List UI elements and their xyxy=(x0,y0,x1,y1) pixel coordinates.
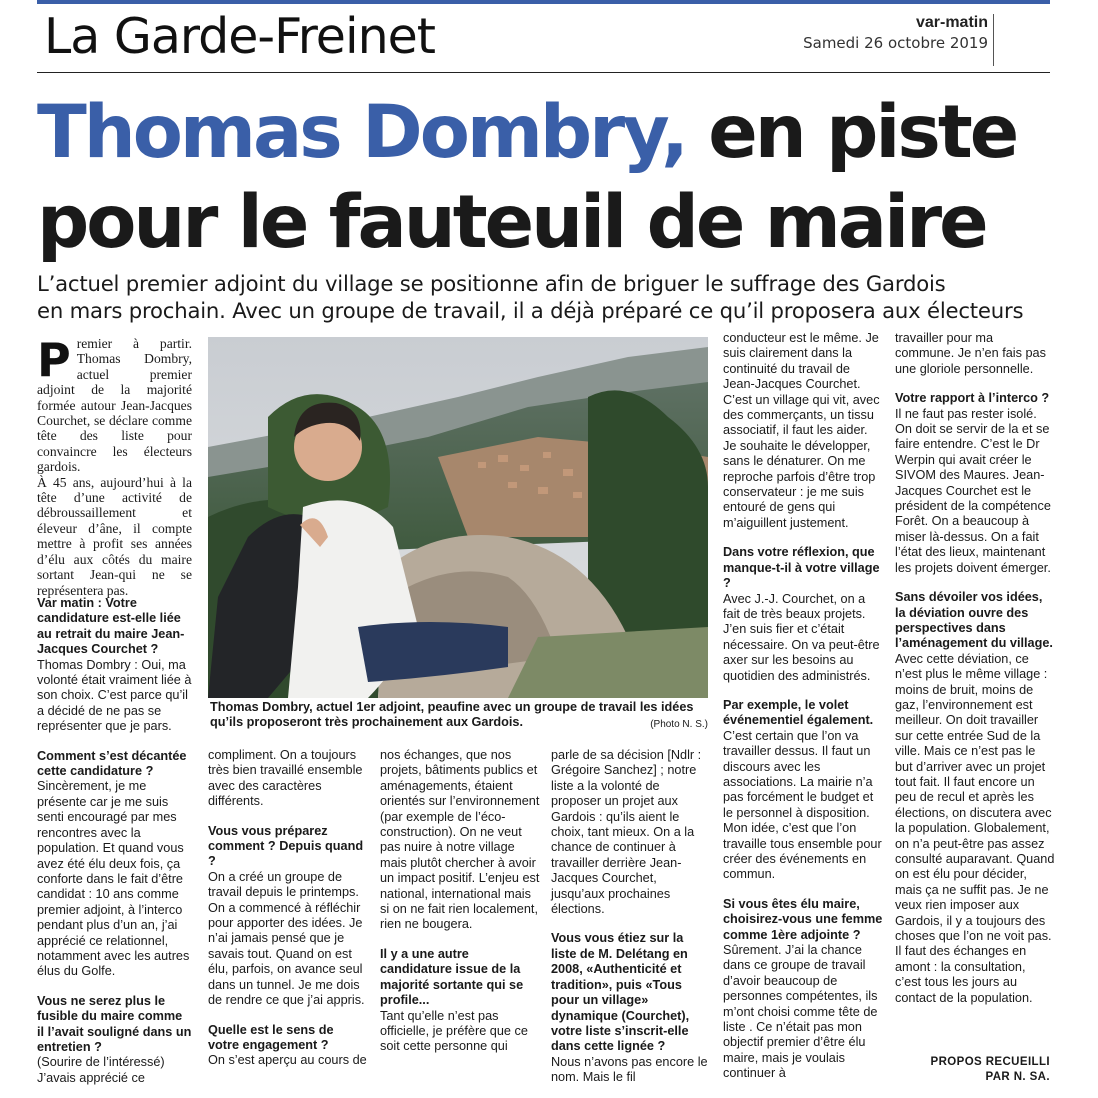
answer: Tant qu’elle n’est pas officielle, je préfère que ce soit cette personne qui xyxy=(380,1008,528,1054)
byline-line1: PROPOS RECUEILLI xyxy=(930,1056,1050,1068)
photo-caption xyxy=(210,700,708,732)
standfirst xyxy=(37,270,1067,324)
section-title: La Garde-Freinet xyxy=(44,8,435,65)
photo-illustration xyxy=(208,337,708,698)
question: Vous vous préparez comment ? Depuis quand ? xyxy=(208,823,364,869)
intro-paragraph xyxy=(37,333,192,598)
byline xyxy=(870,1055,1050,1085)
headline-line2: pour le fauteuil de maire xyxy=(37,180,986,265)
column-3 xyxy=(380,748,540,1093)
column-6 xyxy=(895,331,1055,1053)
answer: Il ne faut pas rester isolé. On doit se servir de la et se faire entendre. C’est le Dr Werpin qui avait créer le SIVOM des Maures. Jean-Jacques Courchet est le président de la compétence Forêt. On a beaucoup à miser là-dessus. On a fait l’état des lieux, maintenant les projets doivent émerger. xyxy=(895,406,1051,575)
byline-line2: PAR N. SA. xyxy=(985,1071,1050,1083)
question: Vous vous étiez sur la liste de M. Delétang en 2008, «Authenticité et tradition», puis «Tous pour un village» dynamique (Courchet), votre liste s’inscrit-elle dans cette lignée ? xyxy=(551,931,690,1054)
answer: Nous n’avons pas encore le nom. Mais le fil xyxy=(551,1054,708,1085)
column-2 xyxy=(208,748,368,1093)
masthead-divider xyxy=(993,14,994,66)
top-rule xyxy=(37,0,1050,4)
standfirst-line2: en mars prochain. Avec un groupe de travail, il a déjà préparé ce qu’il proposera aux électeurs xyxy=(37,298,1024,323)
column-5 xyxy=(723,331,883,1093)
question: Var matin : Votre candidature est-elle liée au retrait du maire Jean-Jacques Courchet ? xyxy=(37,596,185,657)
question: Par exemple, le volet événementiel également. xyxy=(723,697,874,728)
answer: C’est certain que l’on va travailler dessus. Il faut un discours avec les associations. La mairie n’a pas forcément le budget et le personnel à disposition. Mon idée, c’est que l’on travaille tous ensemble pour créer des événements en commun. xyxy=(723,728,882,882)
answer: On a créé un groupe de travail depuis le printemps. On a commencé à réfléchir pour apporter des idées. Je n’ai jamais pensé que je savais tout. Quand on est élu, parfois, on avance seul dans un tunnel. Je me dois de rendre ce que j’ai appris. xyxy=(208,869,365,1008)
column-4 xyxy=(551,748,711,1093)
answer: Sûrement. J’ai la chance dans ce groupe de travail d’avoir beaucoup de personnes compétentes, ils m’ont choisi comme tête de liste . Ce n’était pas mon objectif premier d’être élu maire, mais je voulais continuer à xyxy=(723,943,878,1081)
intro-text-2: À 45 ans, aujourd’hui à la tête d’une activité de débroussaillement et éleveur d’âne, il compte mettre à profit ses années d’élu aux côtés du maire sortant Jean-qui ne se représentera pas. xyxy=(37,474,192,598)
standfirst-line1: L’actuel premier adjoint du village se positionne afin de briguer le suffrage des Gardois xyxy=(37,271,946,296)
question: Il y a une autre candidature issue de la majorité sortante qui se profile... xyxy=(380,946,524,1008)
answer: Avec cette déviation, ce n’est plus le même village : moins de bruit, moins de gaz, l’environnement est meilleur. On doit travailler sur cette entrée Sud de la ville. Mais ce n’est pas le but d’arriver avec un projet tout fait. Il faut encore un peu de recul et après les élections, on discutera avec la population. Globalement, on n’a peut-être pas assez consulté auparavant. Quand on est élu pour décider, mais ça ne suffit pas. Je ne veux rien imposer aux Gardois, il y a toujours des choses que l’on ne voit pas. Il faut des échanges en amont : la consultation, c’est tous les jours au contact de la population. xyxy=(895,651,1055,1005)
answer: Thomas Dombry : Oui, ma volonté était vraiment liée à son choix. C’est parce qu’il a décidé de ne pas se représenter que je pars. xyxy=(37,657,192,734)
answer: Avec J.-J. Courchet, on a fait de très beaux projets. J’en suis fier et c’était nécessaire. On va peut-être axer sur les besoins au quotidien des administrés. xyxy=(723,591,880,683)
answer: (Sourire de l’intéressé) J’avais apprécié ce xyxy=(37,1055,165,1085)
question: Si vous êtes élu maire, choisirez-vous une femme comme 1ère adjointe ? xyxy=(723,896,883,942)
headline-rest: en piste xyxy=(708,90,1017,175)
question: Votre rapport à l’interco ? xyxy=(895,391,1050,406)
question: Vous ne serez plus le fusible du maire comme il l’avait souligné dans un entretien ? xyxy=(37,993,192,1054)
question: Sans dévoiler vos idées, la déviation ouvre des perspectives dans l’aménagement du village. xyxy=(895,590,1053,651)
intro-text: remier à partir. Thomas Dombry, actuel premier adjoint de la majorité formée autour Jean-Jacques Courchet, se déclare comme tête des liste pour convaincre les électeurs gardois. xyxy=(37,336,192,475)
question: Quelle est le sens de votre engagement ? xyxy=(208,1022,334,1052)
answer: compliment. On a toujours très bien travaillé ensemble avec des caractères différents. xyxy=(208,748,363,809)
caption-text: Thomas Dombry, actuel 1er adjoint, peaufine avec un groupe de travail les idées qu’ils proposeront très prochainement aux Gardois. xyxy=(210,700,694,729)
photo-thomas-dombry xyxy=(208,337,708,698)
column-1 xyxy=(37,596,192,1091)
answer: On s’est aperçu au cours de xyxy=(208,1053,367,1068)
publication-date: Samedi 26 octobre 2019 xyxy=(803,34,988,52)
answer: parle de sa décision [Ndlr : Grégoire Sanchez] ; notre liste a la volonté de proposer un projet aux Gardois : qu’ils aient le choix, tant mieux. On a la chance de continuer à travailler derrière Jean-Jacques Courchet, jusqu’aux prochaines élections. xyxy=(551,748,702,917)
question: Comment s’est décantée cette candidature ? xyxy=(37,748,187,779)
answer: conducteur est le même. Je suis clairement dans la continuité du travail de Jean-Jacques Courchet. C’est un village qui vit, avec des commerçants, un tissu associatif, il faut les aider. Je souhaite le développer, sans le dénaturer. On me reproche parfois d’être trop conservateur : je me suis entouré de gens qui m’aiguillent justement. xyxy=(723,331,880,530)
headline-name: Thomas Dombry, xyxy=(37,90,686,175)
paper-name: var-matin xyxy=(915,14,988,31)
photo-credit: (Photo N. S.) xyxy=(650,719,708,730)
question: Dans votre réflexion, que manque-t-il à votre village ? xyxy=(723,545,880,591)
header-rule xyxy=(37,72,1050,73)
masthead xyxy=(803,14,988,52)
answer: nos échanges, que nos projets, bâtiments publics et aménagements, étaient orientés sur l’environnement (par exemple de l’éco-construction). On ne veut pas nuire à notre village mais plutôt chercher à avoir un impact positif. L’enjeu est national, international mais si on ne fait rien localement, rien ne bougera. xyxy=(380,748,540,932)
drop-cap: P xyxy=(37,333,71,387)
headline xyxy=(37,88,1067,268)
answer: Sincèrement, je me présente car je me suis senti encouragé par mes rencontres avec la population. Et quand vous avez été élu deux fois, ça conforte dans le fait d’être candidat : 10 ans comme premier adjoint, à l’interco pendant plus d’un an, j’ai apprécié ce relationnel, notamment avec les autres élus du Golfe. xyxy=(37,779,190,979)
answer: travailler pour ma commune. Je n’en fais pas une gloriole personnelle. xyxy=(895,331,1046,376)
